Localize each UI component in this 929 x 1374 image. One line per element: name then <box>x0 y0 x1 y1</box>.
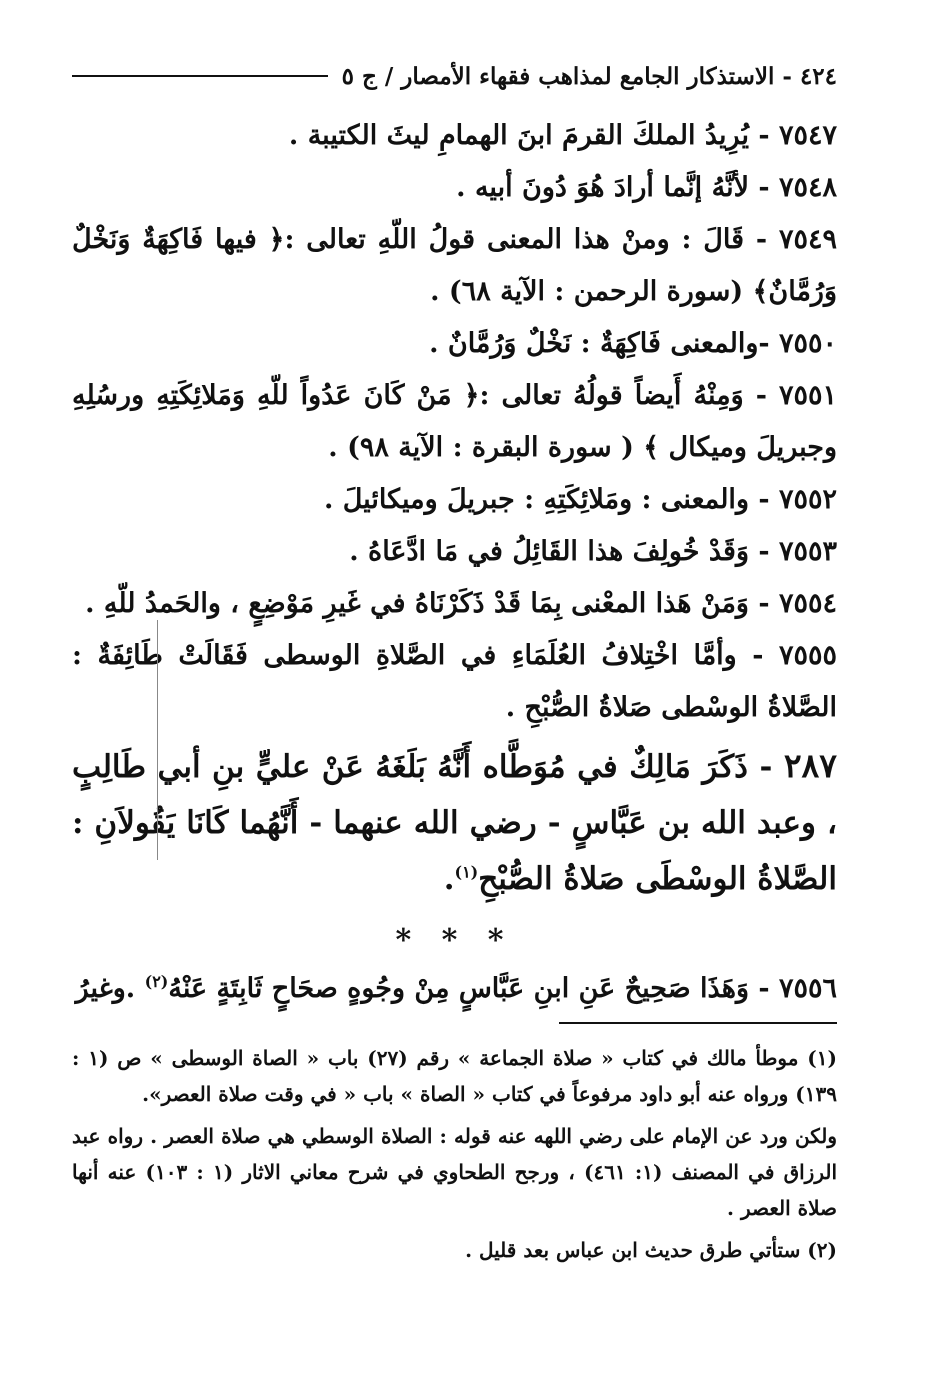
paragraph-number: ٧٥٥١ <box>778 380 837 411</box>
header-title: ٤٢٤ - الاستذكار الجامع لمذاهب فقهاء الأمصار / ج ٥ <box>341 62 837 90</box>
paragraph-7556 <box>72 963 837 1015</box>
paragraph-number: ٧٥٥٤ <box>778 588 837 619</box>
paragraph-7552 <box>72 474 837 526</box>
paragraph-number: ٧٥٥٥ <box>778 640 837 671</box>
paragraph-number: ٧٥٥٠ <box>778 328 837 359</box>
paragraph-end: .وغيرُ <box>75 973 145 1004</box>
paragraph-number: ٧٥٥٦ <box>778 973 837 1004</box>
paragraph-7551 <box>72 370 837 474</box>
footnote-2: (٢) ستأتي طرق حديث ابن عباس بعد قليل . <box>465 1238 837 1262</box>
paragraph-text: - وأمَّا اخْتِلافُ العُلَمَاءِ في الصَّلاةِ الوسطى فَقَالَتْ طَائِفَةٌ : الصَّلاةُ الوسْطى صَلاةُ الصُّبْحِ . <box>72 640 837 723</box>
paragraph-7548 <box>72 162 837 214</box>
paragraph-text: -والمعنى فَاكِهَةٌ : نَخْلٌ وَرُمَّانٌ . <box>429 328 779 359</box>
hadith-number: ٢٨٧ <box>783 746 837 785</box>
hadith-end: . <box>443 861 455 897</box>
paragraph-text: - قَالَ : ومنْ هذا المعنى قولُ اللّهِ تعالى :﴿ فيها فَاكِهَةٌ وَنَخْلٌ وَرُمَّانٌ﴾ (سورة الرحمن : الآية ٦٨) . <box>72 224 837 307</box>
paragraph-text: - وَمَنْ هَذا المعْنى بِمَا قَدْ ذَكَرْنَاهُ في غَيرِ مَوْضِعٍ ، والحَمدُ للّهِ . <box>85 588 779 619</box>
running-header <box>72 56 837 96</box>
hadith-287 <box>72 738 837 907</box>
paragraph-number: ٧٥٥٢ <box>778 484 837 515</box>
paragraph-7547 <box>72 110 837 162</box>
footnote-1: (١) موطأ مالك في كتاب « صلاة الجماعة » رقم (٢٧) باب « الصاة الوسطى » ص (١ : ١٣٩) ورواه عنه أبو داود مرفوعاً في كتاب « الصاة » باب « في وقت صلاة العصر». <box>72 1046 837 1106</box>
hadith-text: - ذَكَرَ مَالِكٌ في مُوَطَّاه أَنَّهُ بَلَغَهُ عَنْ عليٍّ بنِ أبي طَالِبٍ ، وعبد الله بن عَبَّاسٍ - رضي الله عنهما - أَنَّهُما كَانَا يَقُولاَنِ : الصَّلاةُ الوسْطَى صَلاةُ الصُّبْحِ <box>72 749 838 897</box>
paragraph-7553 <box>72 526 837 578</box>
paragraph-7550 <box>72 318 837 370</box>
paragraph-7554 <box>72 578 837 630</box>
section-separator: * * * <box>395 923 514 958</box>
main-text <box>72 110 837 1015</box>
footnote-rule <box>559 1022 837 1024</box>
paragraph-text: - وَمِنْهُ أَيضاً قولُهُ تعالى :﴿ مَنْ كَانَ عَدُواً للّهِ وَمَلائِكَتِهِ ورسُلِهِ وجبريلَ وميكال ﴾ ( سورة البقرة : الآية ٩٨) . <box>72 380 837 463</box>
paragraph-text: - لأنَّهُ إنَّما أرادَ هُوَ دُونَ أبيه . <box>456 172 779 203</box>
paragraph-7555 <box>72 630 837 734</box>
paragraph-7549 <box>72 214 837 318</box>
footnote-ref-2[interactable]: (٢) <box>144 972 169 991</box>
header-rule <box>72 75 328 77</box>
paragraph-number: ٧٥٥٣ <box>778 536 837 567</box>
footnote-ref-1[interactable]: (١) <box>454 862 479 882</box>
paragraph-text: - والمعنى : ومَلائِكَتِهِ : جبريلَ وميكائيلَ . <box>323 484 779 515</box>
scan-margin-line <box>157 620 158 860</box>
footnotes <box>72 1040 837 1274</box>
paragraph-number: ٧٥٤٩ <box>778 224 837 255</box>
footnote-1-continuation: ولكن ورد عن الإمام على رضي اللهه عنه قوله : الصلاة الوسطي هي صلاة العصر . رواه عبد الرزاق في المصنف (١: ٤٦١) ، ورجح الطحاوي في شرح معاني الاثار (١ : ١٠٣) عنه أنها صلاة العصر . <box>72 1124 837 1220</box>
paragraph-number: ٧٥٤٧ <box>778 120 837 151</box>
paragraph-text: - وَقَدْ خُولِفَ هذا القَائِلُ في مَا ادَّعَاهُ . <box>349 536 779 567</box>
paragraph-text: - وَهَذَا صَحِيحٌ عَنِ ابنِ عَبَّاسٍ مِنْ وجُوهٍ صحَاحٍ ثَابِتَةٍ عَنْهُ <box>168 973 779 1004</box>
paragraph-text: - يُرِيدُ الملكَ القرمَ ابنَ الهمامِ ليثَ الكتيبة . <box>288 120 779 151</box>
paragraph-number: ٧٥٤٨ <box>778 172 837 203</box>
